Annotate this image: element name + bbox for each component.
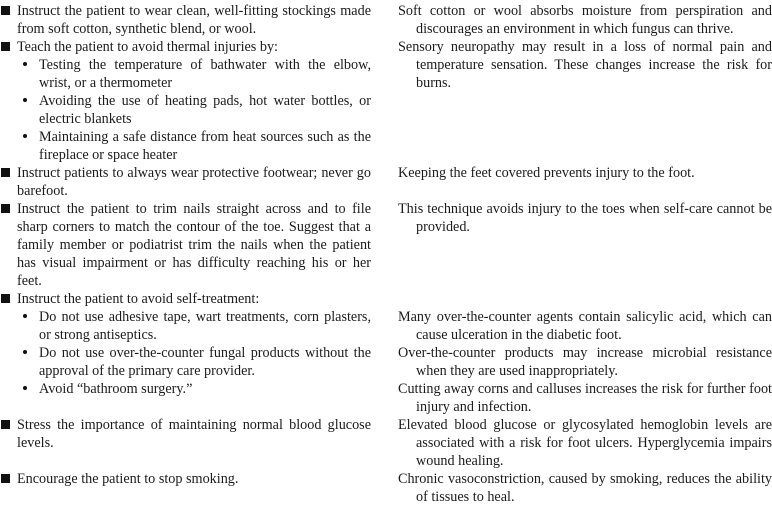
rationale-text: Soft cotton or wool absorbs moisture from perspiration and discourages an environment in which fungus can thrive.: [398, 3, 772, 37]
rationale-column-cell: [398, 290, 772, 416]
square-bullet-icon: [1, 294, 10, 303]
instruction-item: [1, 290, 371, 308]
rationale-text: Sensory neuropathy may result in a loss of normal pain and temperature sensation. These changes increase the risk for burns.: [398, 39, 772, 91]
rationale-text: Cutting away corns and calluses increases the risk for further foot injury and infection.: [398, 381, 772, 415]
instruction-text: Instruct the patient to wear clean, well-fitting stockings made from soft cotton, synthetic blend, or wool.: [17, 3, 371, 37]
rationale-text: Chronic vasoconstriction, caused by smoking, reduces the ability of tissues to heal.: [398, 471, 772, 505]
rationale-column-cell: [398, 416, 772, 470]
sub-item-text: Maintaining a safe distance from heat sources such as the fireplace or space heater: [39, 129, 371, 163]
instruction-text: Instruct patients to always wear protective footwear; never go barefoot.: [17, 165, 371, 199]
dot-bullet-icon: [23, 350, 27, 354]
instruction-item: [1, 470, 371, 488]
instruction-item: [1, 416, 371, 452]
rationale-column-cell: [398, 164, 772, 200]
table-row: [1, 164, 772, 200]
sub-item: [1, 56, 371, 92]
dot-bullet-icon: [23, 386, 27, 390]
instructions-column-cell: [1, 200, 371, 290]
instruction-text: Instruct the patient to avoid self-treatment:: [17, 291, 260, 307]
square-bullet-icon: [1, 204, 10, 213]
dot-bullet-icon: [23, 62, 27, 66]
sub-item: [1, 380, 371, 398]
instruction-item: [1, 164, 371, 200]
rationale-text: Many over-the-counter agents contain salicylic acid, which can cause ulceration in the diabetic foot.: [398, 309, 772, 343]
sub-item-text: Do not use over-the-counter fungal products without the approval of the primary care provider.: [39, 345, 371, 379]
instructions-column-cell: [1, 38, 371, 164]
sub-item-text: Testing the temperature of bathwater with the elbow, wrist, or a thermometer: [39, 57, 371, 91]
instructions-column-cell: [1, 164, 371, 200]
square-bullet-icon: [1, 168, 10, 177]
sub-item: [1, 344, 371, 380]
instruction-item: [1, 2, 371, 38]
rationale-column-cell: [398, 38, 772, 164]
rationale-column-cell: [398, 200, 772, 290]
rationale-column-cell: [398, 2, 772, 38]
dot-bullet-icon: [23, 98, 27, 102]
table-row: [1, 416, 772, 470]
rationale-text: Elevated blood glucose or glycosylated hemoglobin levels are associated with a risk for foot ulcers. Hyperglycemia impairs wound healing.: [398, 417, 772, 469]
instructions-column-cell: [1, 416, 371, 470]
square-bullet-icon: [1, 42, 10, 51]
table-row: [1, 470, 772, 506]
sub-item-text: Do not use adhesive tape, wart treatments, corn plasters, or strong antiseptics.: [39, 309, 371, 343]
dot-bullet-icon: [23, 134, 27, 138]
instruction-text: Encourage the patient to stop smoking.: [17, 471, 239, 487]
instruction-item: [1, 38, 371, 56]
instruction-rationale-table: [1, 2, 772, 506]
square-bullet-icon: [1, 420, 10, 429]
dot-bullet-icon: [23, 314, 27, 318]
instructions-column-cell: [1, 2, 371, 38]
sub-item: [1, 308, 371, 344]
rationale-text: This technique avoids injury to the toes when self-care cannot be provided.: [398, 201, 772, 235]
rationale-column-cell: [398, 470, 772, 506]
instruction-item: [1, 200, 371, 290]
sub-item-text: Avoid “bathroom surgery.”: [39, 381, 193, 397]
table-row: [1, 290, 772, 416]
rationale-text: Keeping the feet covered prevents injury to the foot.: [398, 165, 695, 181]
instruction-text: Stress the importance of maintaining normal blood glucose levels.: [17, 417, 371, 451]
table-row: [1, 38, 772, 164]
table-row: [1, 200, 772, 290]
instruction-text: Instruct the patient to trim nails straight across and to file sharp corners to match the contour of the toe. Suggest that a family member or podiatrist trim the nails when the patient has visual impairment or has difficulty reaching his or her feet.: [17, 201, 371, 289]
table-row: [1, 2, 772, 38]
sub-item: [1, 128, 371, 164]
instructions-column-cell: [1, 470, 371, 506]
square-bullet-icon: [1, 6, 10, 15]
square-bullet-icon: [1, 474, 10, 483]
sub-item-text: Avoiding the use of heating pads, hot water bottles, or electric blankets: [39, 93, 371, 127]
instruction-text: Teach the patient to avoid thermal injuries by:: [17, 39, 278, 55]
sub-item: [1, 92, 371, 128]
instructions-column-cell: [1, 290, 371, 416]
rationale-text: Over-the-counter products may increase microbial resistance when they are used inappropriately.: [398, 345, 772, 379]
